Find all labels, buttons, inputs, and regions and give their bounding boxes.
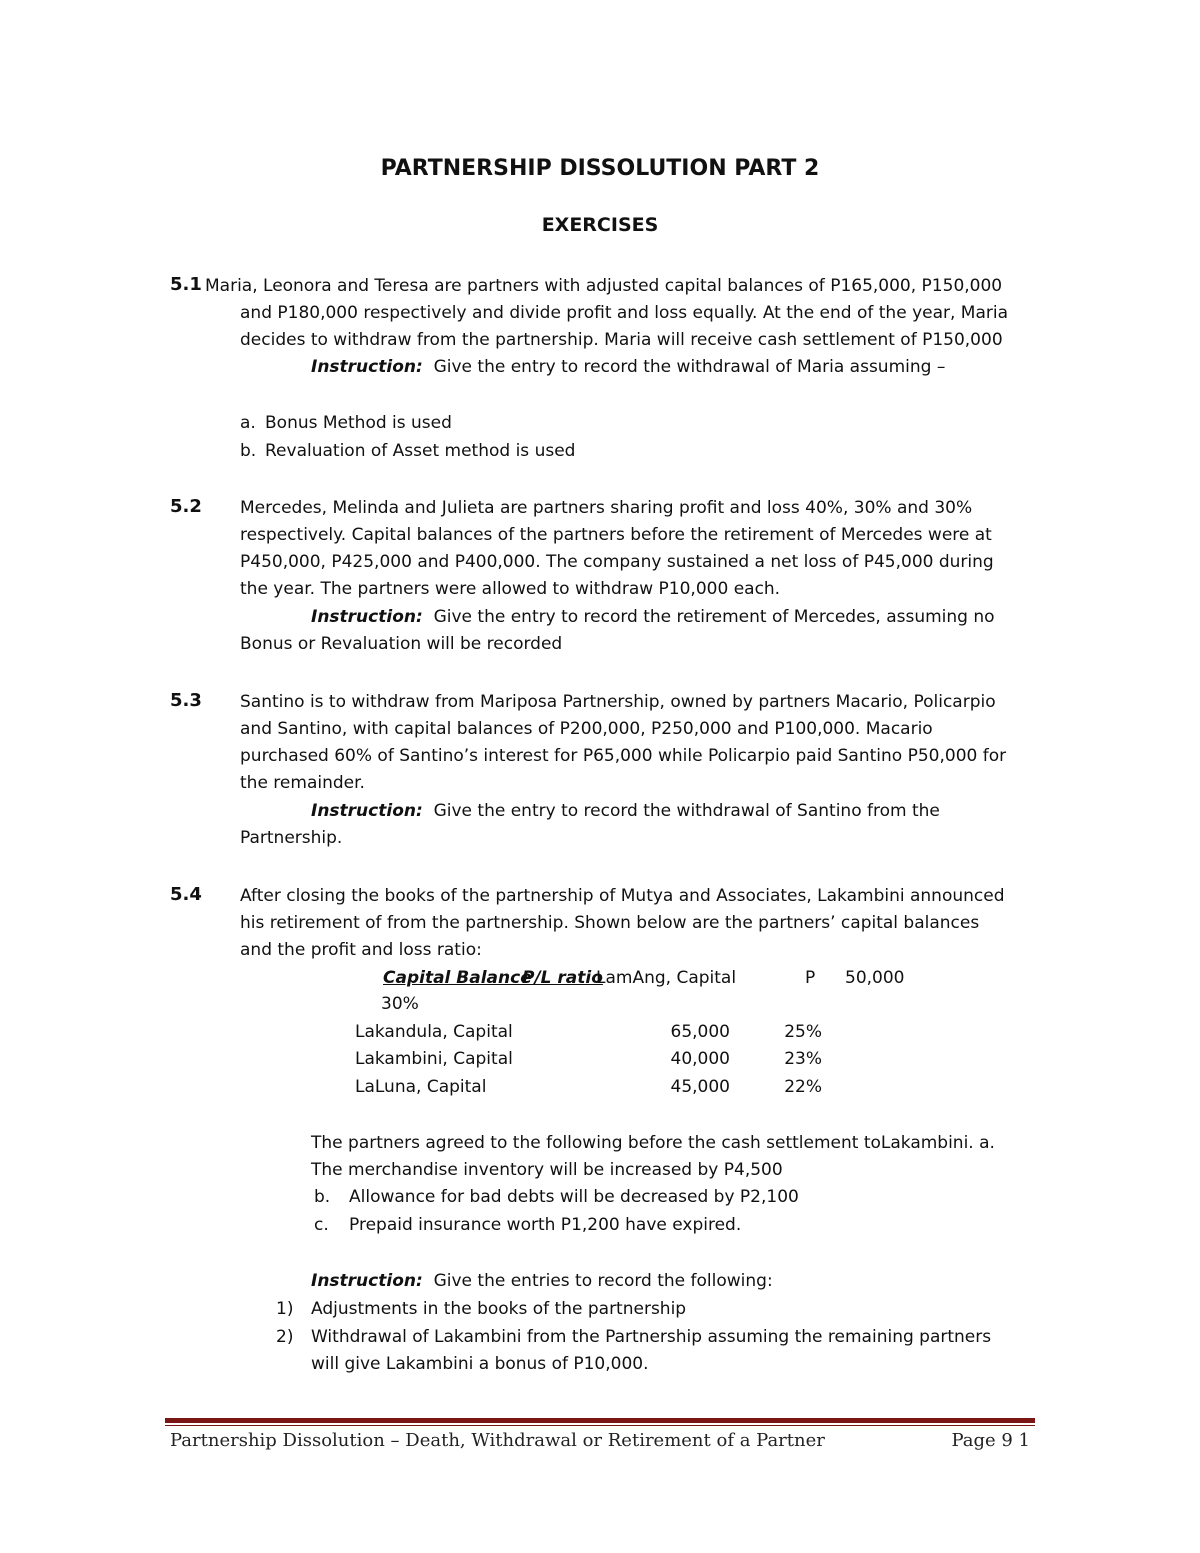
step-2-marker: 2): [276, 1327, 294, 1347]
instruction-label: Instruction:: [311, 1271, 423, 1291]
table-row-1-ratio: 30%: [381, 994, 419, 1014]
agreement-item-b-marker: b.: [314, 1187, 331, 1207]
table-row-ratio: 25%: [784, 1022, 822, 1042]
table-row-ratio: 22%: [784, 1077, 822, 1097]
exercise-5-2-instruction-line-2: Bonus or Revaluation will be recorded: [240, 634, 563, 654]
step-1-text: Adjustments in the books of the partnership: [311, 1299, 687, 1319]
table-row-1-currency: P: [805, 968, 816, 988]
exercise-5-4-line-3: and the profit and loss ratio:: [240, 940, 482, 960]
instruction-label: Instruction:: [311, 357, 423, 377]
page-number: Page 9 1: [951, 1430, 1030, 1451]
exercise-5-2-number: 5.2: [170, 496, 202, 517]
step-2-line-1: Withdrawal of Lakambini from the Partnership assuming the remaining partners: [311, 1327, 992, 1347]
exercise-5-3-number: 5.3: [170, 690, 202, 711]
option-b-marker: b.: [240, 441, 257, 461]
step-1-marker: 1): [276, 1299, 294, 1319]
exercise-5-3-instruction: [311, 801, 940, 821]
footer-title: Partnership Dissolution – Death, Withdrawal or Retirement of a Partner: [170, 1430, 825, 1451]
exercise-5-1-line-1: Maria, Leonora and Teresa are partners with adjusted capital balances of P165,000, P150,000: [205, 276, 1003, 296]
exercise-5-4-line-2: his retirement of from the partnership. Shown below are the partners’ capital balances: [240, 913, 980, 933]
exercise-5-2-line-3: P450,000, P425,000 and P400,000. The company sustained a net loss of P45,000 during: [240, 552, 994, 572]
agreement-item-b: Allowance for bad debts will be decreased by P2,100: [349, 1187, 799, 1207]
exercise-5-3-line-3: purchased 60% of Santino’s interest for P65,000 while Policarpio paid Santino P50,000 for: [240, 746, 1007, 766]
table-row-amount: 40,000: [670, 1049, 730, 1069]
column-header-pl-ratio: P/L ratio: [522, 968, 603, 988]
option-b-text: Revaluation of Asset method is used: [265, 441, 576, 461]
option-a-text: Bonus Method is used: [265, 413, 452, 433]
exercise-5-4-number: 5.4: [170, 884, 202, 905]
agreement-item-c-marker: c.: [314, 1215, 329, 1235]
step-2-line-2: will give Lakambini a bonus of P10,000.: [311, 1354, 649, 1374]
table-row-ratio: 23%: [784, 1049, 822, 1069]
table-row-name: Lakandula, Capital: [355, 1022, 513, 1042]
table-row-name: Lakambini, Capital: [355, 1049, 513, 1069]
exercise-5-3-line-2: and Santino, with capital balances of P200,000, P250,000 and P100,000. Macario: [240, 719, 933, 739]
exercise-5-4-instruction: [311, 1271, 773, 1291]
exercise-5-3-instruction-line-2: Partnership.: [240, 828, 343, 848]
instruction-label: Instruction:: [311, 607, 423, 627]
footer-rule-thick: [165, 1418, 1035, 1423]
exercise-5-1-line-3: decides to withdraw from the partnership. Maria will receive cash settlement of P150,000: [240, 330, 1003, 350]
option-a-marker: a.: [240, 413, 256, 433]
agreement-line-1: The partners agreed to the following before the cash settlement toLakambini. a.: [311, 1133, 995, 1153]
instruction-text: Give the entry to record the retirement of Mercedes, assuming no: [433, 607, 995, 627]
column-header-capital-balance: Capital Balance: [383, 968, 532, 988]
exercise-5-2-line-2: respectively. Capital balances of the partners before the retirement of Mercedes were at: [240, 525, 992, 545]
agreement-item-c: Prepaid insurance worth P1,200 have expired.: [349, 1215, 742, 1235]
table-row-amount: 45,000: [670, 1077, 730, 1097]
exercise-5-2-line-4: the year. The partners were allowed to withdraw P10,000 each.: [240, 579, 781, 599]
exercise-5-1-line-2: and P180,000 respectively and divide profit and loss equally. At the end of the year, Maria: [240, 303, 1009, 323]
footer-rule-thin: [165, 1425, 1035, 1426]
exercise-5-3-line-4: the remainder.: [240, 773, 365, 793]
exercise-5-4-line-1: After closing the books of the partnership of Mutya and Associates, Lakambini announced: [240, 886, 1005, 906]
table-row-amount: 65,000: [670, 1022, 730, 1042]
page-subtitle: EXERCISES: [541, 214, 659, 236]
exercise-5-1-number: 5.1: [170, 274, 202, 295]
page-title: PARTNERSHIP DISSOLUTION PART 2: [380, 156, 820, 181]
exercise-5-2-instruction: [311, 607, 995, 627]
instruction-text: Give the entry to record the withdrawal of Santino from the: [433, 801, 940, 821]
instruction-text: Give the entries to record the following:: [433, 1271, 773, 1291]
exercise-5-3-line-1: Santino is to withdraw from Mariposa Partnership, owned by partners Macario, Policarpio: [240, 692, 996, 712]
exercise-5-2-line-1: Mercedes, Melinda and Julieta are partners sharing profit and loss 40%, 30% and 30%: [240, 498, 973, 518]
table-row-1-amount: 50,000: [845, 968, 905, 988]
instruction-text: Give the entry to record the withdrawal of Maria assuming –: [433, 357, 946, 377]
exercise-5-1-instruction: [311, 357, 945, 377]
table-row-1-name: LamAng, Capital: [596, 968, 737, 988]
agreement-line-2: The merchandise inventory will be increased by P4,500: [311, 1160, 783, 1180]
instruction-label: Instruction:: [311, 801, 423, 821]
table-row-name: LaLuna, Capital: [355, 1077, 487, 1097]
